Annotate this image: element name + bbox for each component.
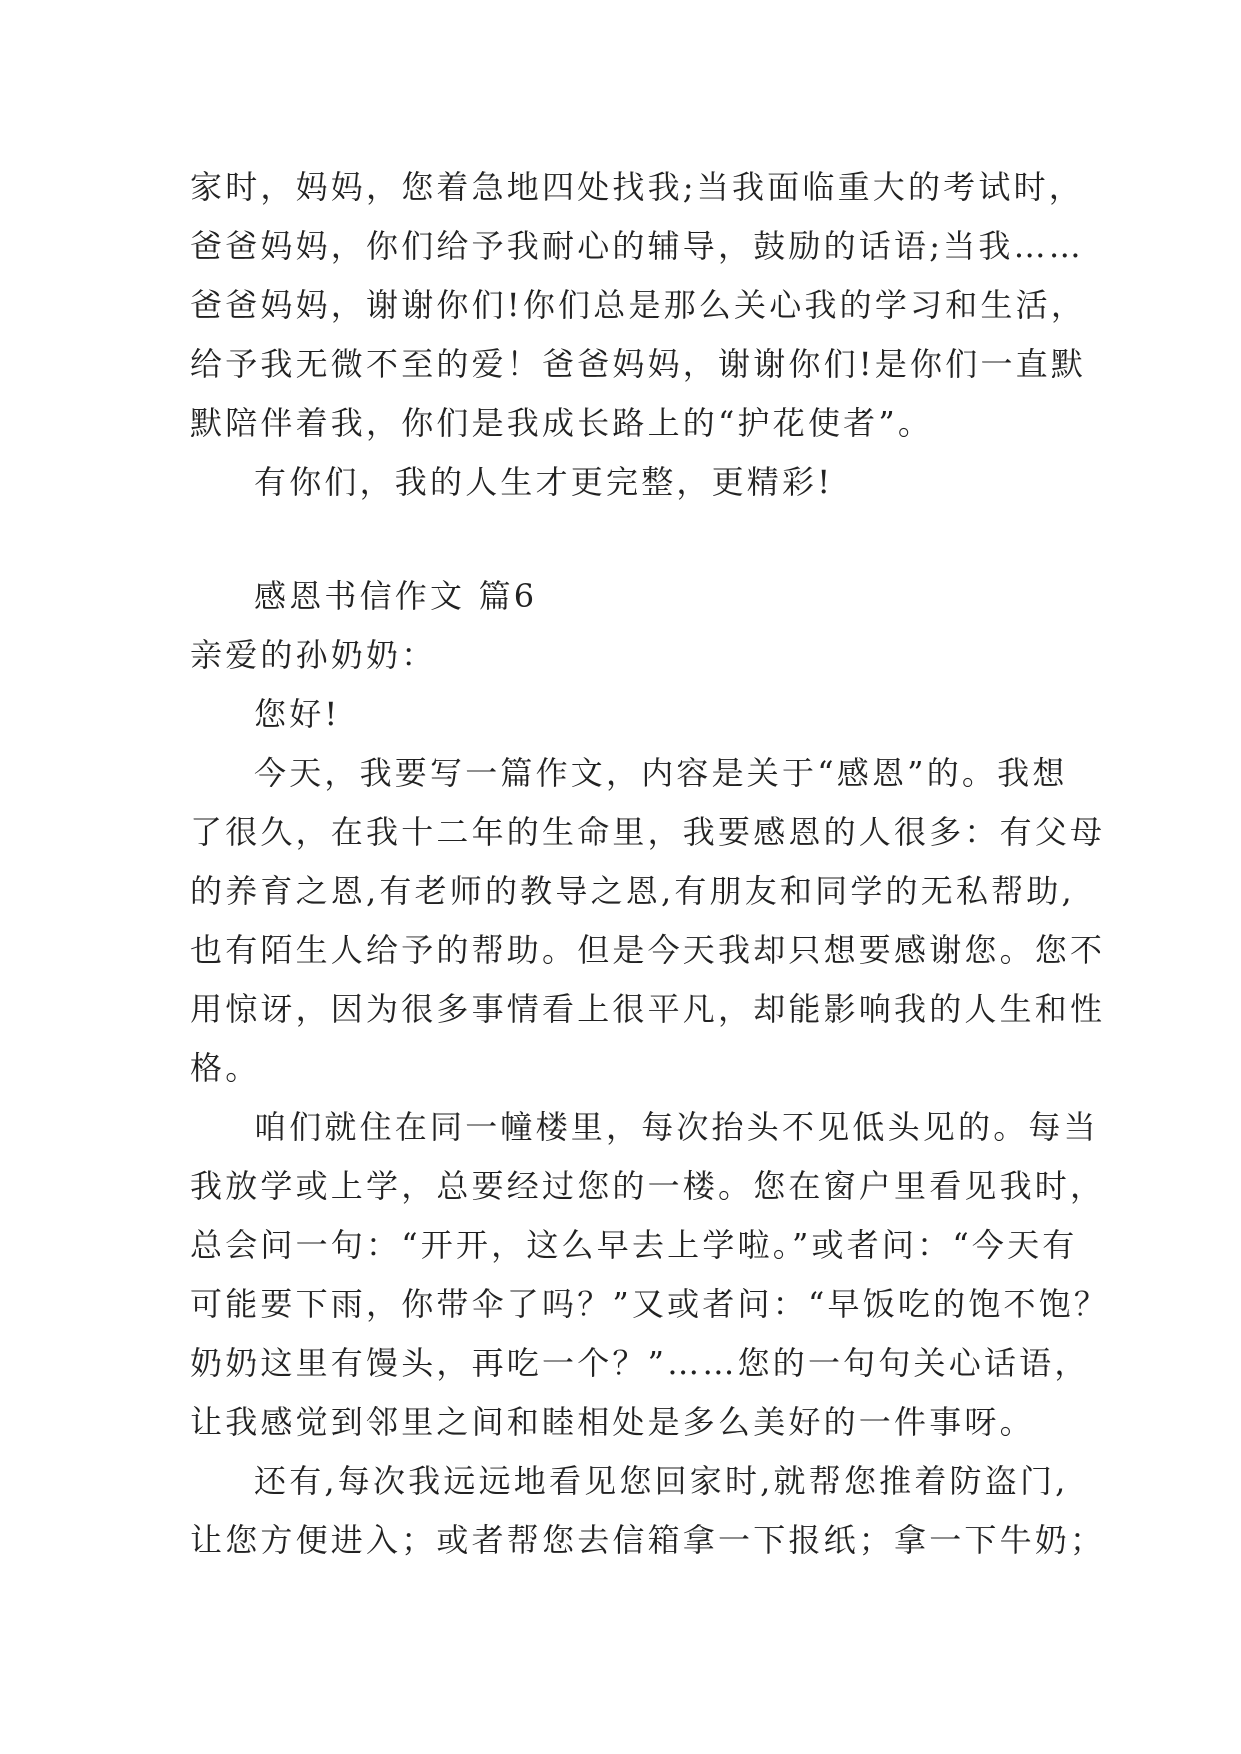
text-line: 还有,每次我远远地看见您回家时,就帮您推着防盗门, xyxy=(254,1462,1069,1500)
closing-line: 有你们，我的人生才更完整，更精彩! xyxy=(254,463,834,501)
text-line: 可能要下雨，你带伞了吗？”又或者问：“早饭吃的饱不饱？ xyxy=(190,1285,1110,1323)
text-line: 今天，我要写一篇作文，内容是关于“感恩”的。我想 xyxy=(254,754,1068,792)
text-line: 爸爸妈妈，谢谢你们!你们总是那么关心我的学习和生活， xyxy=(190,286,1087,324)
text-line: 让我感觉到邻里之间和睦相处是多么美好的一件事呀。 xyxy=(190,1403,1035,1441)
text-line: 默陪伴着我，你们是我成长路上的“护花使者”。 xyxy=(190,404,934,442)
text-line: 奶奶这里有馒头，再吃一个？”……您的一句句关心话语， xyxy=(190,1344,1090,1382)
section-heading: 感恩书信作文 篇6 xyxy=(254,577,538,615)
text-line: 用惊讶，因为很多事情看上很平凡，却能影响我的人生和性 xyxy=(190,990,1106,1028)
text-line: 我放学或上学，总要经过您的一楼。您在窗户里看见我时， xyxy=(190,1167,1106,1205)
greeting: 您好! xyxy=(254,695,341,733)
text-line: 给予我无微不至的爱！爸爸妈妈，谢谢你们!是你们一直默 xyxy=(190,345,1087,383)
text-line: 了很久，在我十二年的生命里，我要感恩的人很多：有父母 xyxy=(190,813,1106,851)
text-line: 爸爸妈妈，你们给予我耐心的辅导，鼓励的话语;当我…… xyxy=(190,227,1084,265)
text-line: 格。 xyxy=(190,1049,261,1087)
text-line: 咱们就住在同一幢楼里，每次抬头不见低头见的。每当 xyxy=(254,1108,1099,1146)
text-line: 也有陌生人给予的帮助。但是今天我却只想要感谢您。您不 xyxy=(190,931,1106,969)
text-line: 让您方便进入；或者帮您去信箱拿一下报纸；拿一下牛奶； xyxy=(190,1521,1106,1559)
text-line: 总会问一句：“开开，这么早去上学啦。”或者问：“今天有 xyxy=(190,1226,1078,1264)
salutation: 亲爱的孙奶奶： xyxy=(190,636,437,674)
text-line: 家时，妈妈，您着急地四处找我;当我面临重大的考试时， xyxy=(190,168,1084,206)
text-line: 的养育之恩,有老师的教导之恩,有朋友和同学的无私帮助, xyxy=(190,872,1075,910)
